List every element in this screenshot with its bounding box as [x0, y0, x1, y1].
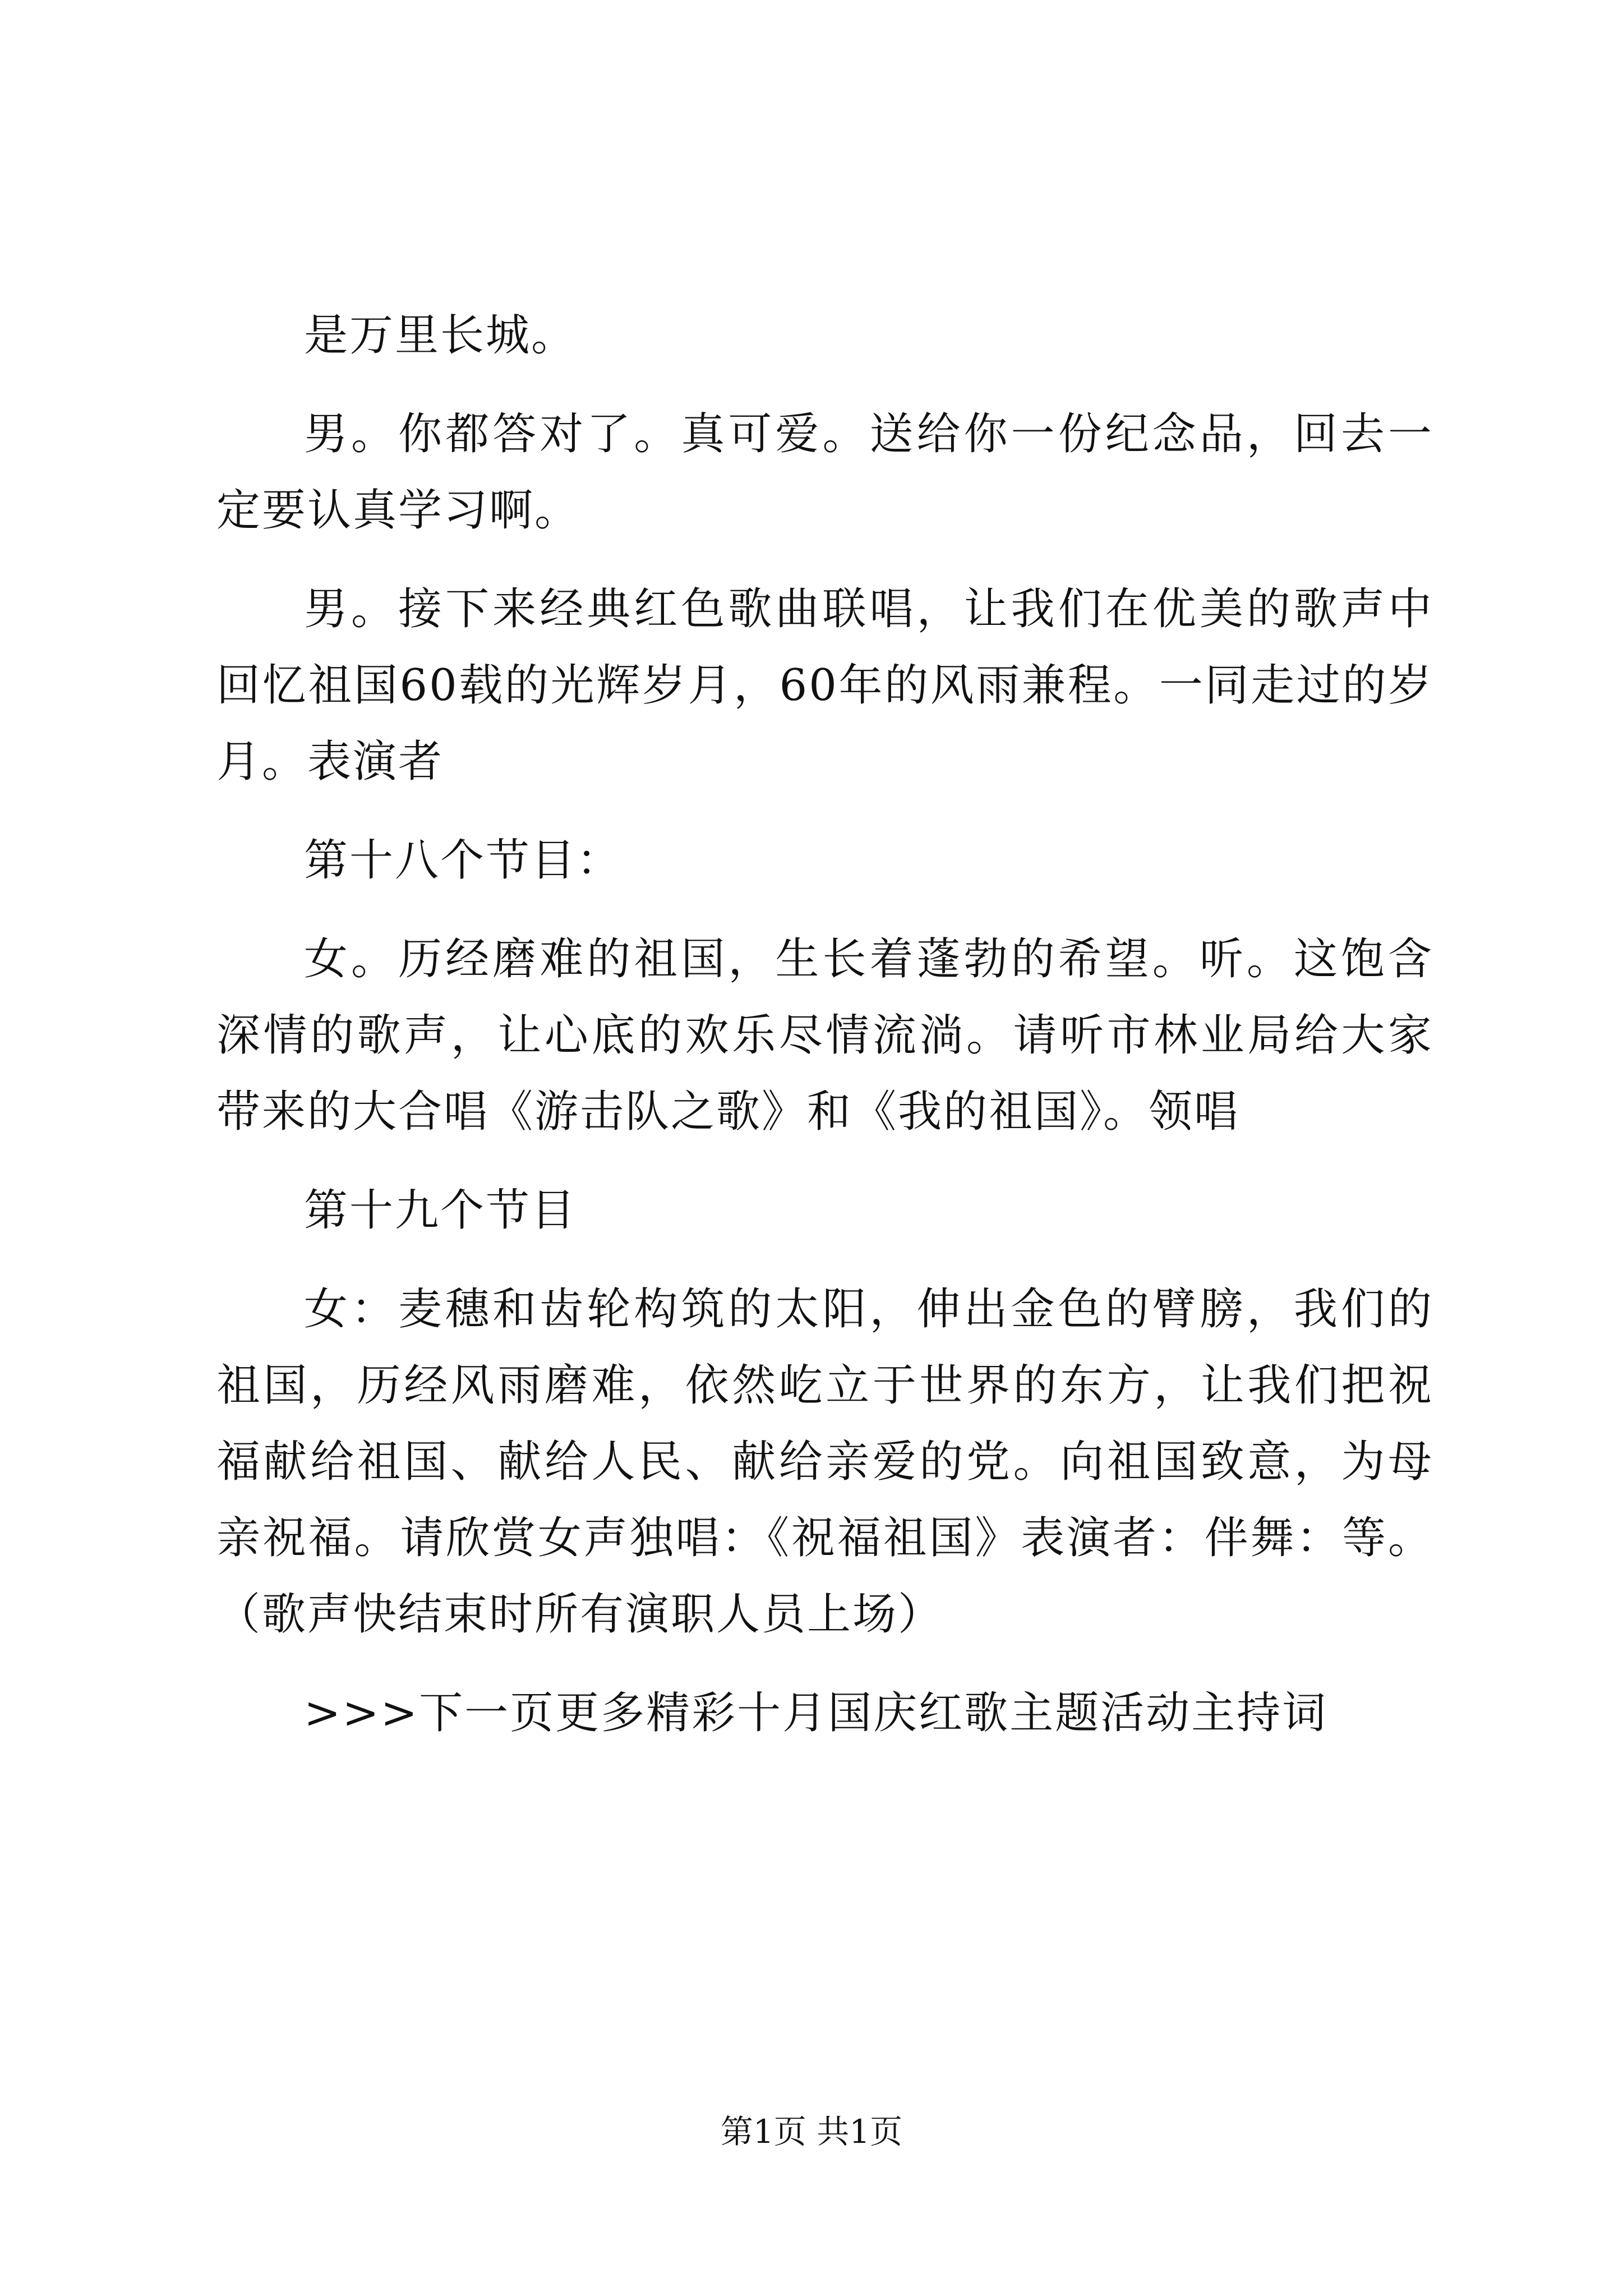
paragraph-3: 男。接下来经典红色歌曲联唱，让我们在优美的歌声中回忆祖国60载的光辉岁月，60年的风雨兼程。一同走过的岁月。表演者	[216, 584, 1433, 787]
paragraph-7: 女：麦穗和齿轮构筑的太阳，伸出金色的臂膀，我们的祖国，历经风雨磨难，依然屹立于世界的东方，让我们把祝福献给祖国、献给人民、献给亲爱的党。向祖国致意，为母亲祝福。请欣赏女声独唱：《祝福祖国》表演者：伴舞：等。（歌声快结束时所有演职人员上场）	[216, 1284, 1433, 1640]
paragraph-1: 是万里长城。	[304, 310, 577, 361]
paragraph-6-heading: 第十九个节目	[304, 1185, 577, 1236]
paragraph-2: 男。你都答对了。真可爱。送给你一份纪念品，回去一定要认真学习啊。	[216, 409, 1433, 536]
paragraph-5: 女。历经磨难的祖国，生长着蓬勃的希望。听。这饱含深情的歌声，让心底的欢乐尽情流淌。请听市林业局给大家带来的大合唱《游击队之歌》和《我的祖国》。领唱	[216, 934, 1433, 1137]
next-page-link-text: >>>下一页更多精彩十月国庆红歌主题活动主持词	[304, 1688, 1328, 1738]
document-body	[216, 297, 1433, 1774]
paragraph-4-heading: 第十八个节目：	[304, 835, 623, 886]
page-footer: 第1页 共1页	[720, 2113, 903, 2151]
